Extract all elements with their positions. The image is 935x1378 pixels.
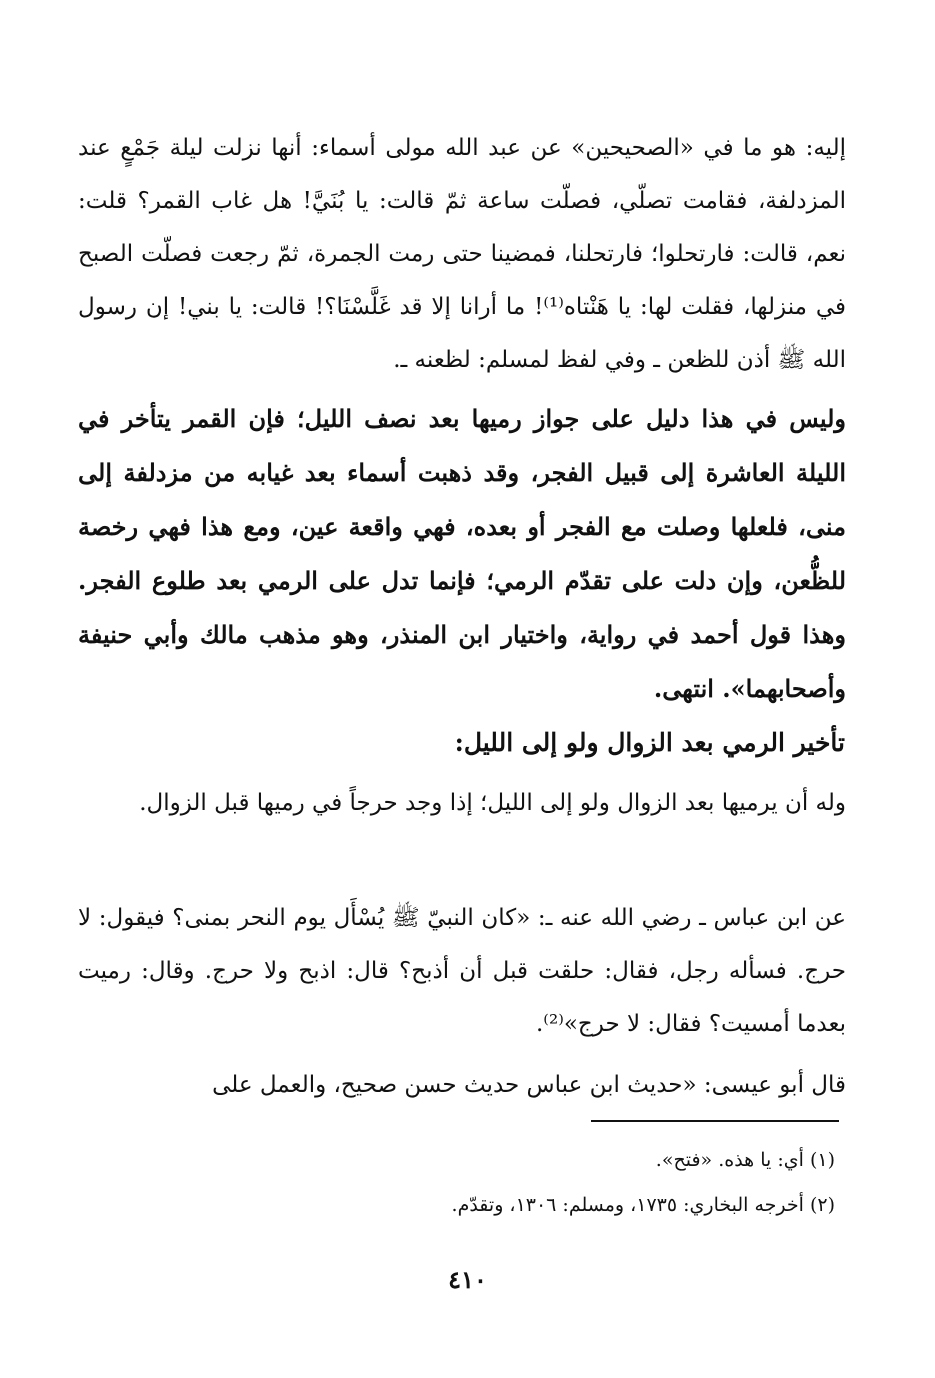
footnote-separator (591, 1120, 839, 1122)
paragraph-after-zawal: وله أن يرميها بعد الزوال ولو إلى الليل؛ إذا وجد حرجاً في رميها قبل الزوال. (139, 790, 846, 816)
footnote-item: (٢) أخرجه البخاري: ١٧٣٥، ومسلم: ١٣٠٦، وتقدّم. (451, 1194, 835, 1216)
paragraph-ibn-abbas-hadith: عن ابن عباس ـ رضي الله عنه ـ: «كان النبيّ ﷺ يُسْأَل يوم النحر بمنى؟ فيقول: لا حرج. فسأله رجل، فقال: حلقت قبل أن أذبح؟ قال: اذبح ولا حرج. وقال: رميت بعدما أمسيت؟ فقال: لا حرج»⁽²⁾. (78, 905, 846, 1037)
section-heading: تأخير الرمي بعد الزوال ولو إلى الليل: (454, 728, 845, 757)
paragraph-abu-isa: قال أبو عيسى: «حديث ابن عباس حديث حسن صحيح، والعمل على (212, 1072, 846, 1098)
footnotes (135, 1138, 835, 1228)
footnote-item: (١) أي: يا هذه. «فتح». (655, 1149, 835, 1171)
paragraph-asma-hadith: إليه: هو ما في «الصحيحين» عن عبد الله مولى أسماء: أنها نزلت ليلة جَمْعٍ عند المزدلفة، فقامت تصلّي، فصلّت ساعة ثمّ قالت: يا بُنَيَّ! هل غاب القمر؟ قلت: نعم، قالت: فارتحلوا؛ فارتحلنا، فمضينا حتى رمت الجمرة، ثمّ رجعت فصلّت الصبح في منزلها، فقلت لها: يا هَنْتاه⁽¹⁾! ما أرانا إلا قد غَلَّسْنَا؟! قالت: يا بني! إن رسول الله ﷺ أذن للظعن ـ وفي لفظ لمسلم: لظعنه ـ. (78, 135, 846, 373)
page-number: ٤١٠ (448, 1265, 487, 1294)
paragraph-commentary-bold: وليس في هذا دليل على جواز رميها بعد نصف الليل؛ فإن القمر يتأخر في الليلة العاشرة إلى قبيل الفجر، وقد ذهبت أسماء بعد غيابه من مزدلفة إلى منى، فلعلها وصلت مع الفجر أو بعده، فهي واقعة عين، ومع هذا فهي رخصة للظُّعن، وإن دلت على تقدّم الرمي؛ فإنما تدل على الرمي بعد طلوع الفجر. وهذا قول أحمد في رواية، واختيار ابن المنذر، وهو مذهب مالك وأبي حنيفة وأصحابهما». انتهى. (78, 404, 846, 703)
